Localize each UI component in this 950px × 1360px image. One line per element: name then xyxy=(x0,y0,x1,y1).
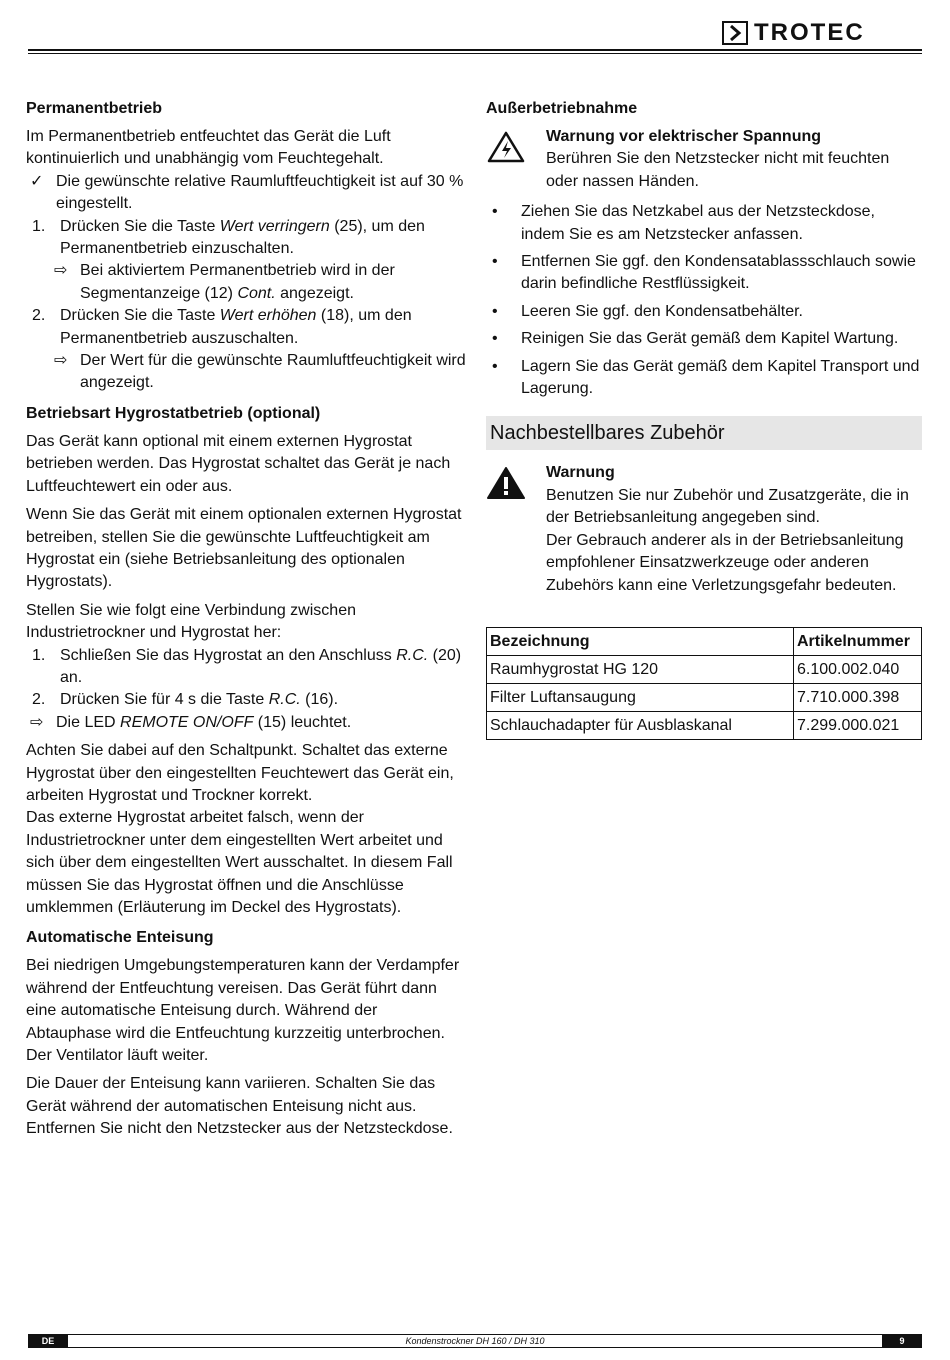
bullet-icon: • xyxy=(492,253,498,271)
table-header-row xyxy=(487,627,922,655)
checkmark-icon: ✓ xyxy=(30,172,44,190)
result-text: Der Wert für die gewünschte Raumluftfeuchtigkeit wird angezeigt. xyxy=(80,352,466,392)
table-cell: 7.299.000.021 xyxy=(794,711,922,739)
warning-title: Warnung vor elektrischer Spannung xyxy=(546,128,822,145)
table-cell: Filter Luftansaugung xyxy=(487,683,794,711)
result-item xyxy=(30,712,466,734)
table-row xyxy=(487,655,922,683)
led-name: REMOTE ON/OFF xyxy=(120,713,254,731)
section-heading-decommission: Außerbetriebnahme xyxy=(486,100,638,117)
paragraph: Stellen Sie wie folgt eine Verbindung zwischen Industrietrockner und Hygrostat her: xyxy=(26,601,356,642)
check-item xyxy=(30,171,466,216)
step-text-a: Schließen Sie das Hygrostat an den Anschluss xyxy=(60,646,397,664)
table-cell: Raumhygrostat HG 120 xyxy=(487,655,794,683)
result-text-a: Die LED xyxy=(56,713,121,731)
table-cell: Schlauchadapter für Ausblaskanal xyxy=(487,711,794,739)
table-header-cell: Bezeichnung xyxy=(487,627,794,655)
bullet-item xyxy=(486,328,922,350)
header-rule xyxy=(28,49,922,51)
warning-title: Warnung xyxy=(546,464,615,482)
paragraph: Im Permanentbetrieb entfeuchtet das Gerät die Luft kontinuierlich und unabhängig vom Feuchtegehalt. xyxy=(26,128,391,168)
table-header-cell: Artikelnummer xyxy=(794,627,922,655)
bullet-item xyxy=(486,201,922,246)
step-key-name: R.C. xyxy=(396,646,429,664)
chevron-logo-icon xyxy=(722,21,748,45)
step-key-name: R.C. xyxy=(268,691,301,709)
right-column xyxy=(486,98,922,740)
header-rule-thin xyxy=(28,53,922,54)
result-text-b: (15) leuchtet. xyxy=(253,713,352,731)
result-text-a: Bei aktiviertem Permanentbetrieb wird in der Segmentanzeige (12) xyxy=(80,262,395,302)
bullet-text: Ziehen Sie das Netzkabel aus der Netzsteckdose, indem Sie es am Netzstecker anfassen. xyxy=(521,203,875,243)
step-item xyxy=(32,689,466,711)
step-number: 2. xyxy=(32,307,46,325)
result-text xyxy=(56,712,351,734)
result-text xyxy=(80,260,466,305)
result-item xyxy=(54,350,466,395)
step-number: 1. xyxy=(32,217,46,235)
page-number: 9 xyxy=(882,1335,922,1347)
step-text xyxy=(60,645,466,690)
accessories-table xyxy=(486,627,922,740)
page-footer xyxy=(28,1334,922,1348)
step-text xyxy=(60,305,466,350)
table-row xyxy=(487,711,922,739)
step-text-b: (20) an. xyxy=(60,646,462,686)
step-text-b: (16). xyxy=(300,691,339,709)
section-heading-accessories: Nachbestellbares Zubehör xyxy=(486,416,922,450)
step-text-a: Drücken Sie die Taste xyxy=(60,307,220,325)
left-column xyxy=(26,98,466,1147)
electric-hazard-icon xyxy=(486,126,546,193)
brand-name: TROTEC xyxy=(754,19,865,46)
bullet-text: Lagern Sie das Gerät gemäß dem Kapitel Transport und Lagerung. xyxy=(521,357,920,398)
trotec-logo xyxy=(722,20,865,46)
result-item xyxy=(54,260,466,305)
bullet-icon: • xyxy=(492,302,498,320)
general-warning xyxy=(486,462,922,596)
warning-text: Benutzen Sie nur Zubehör und Zusatzgeräte, die in der Betriebsanleitung angegeben sind. xyxy=(546,486,909,527)
step-text-a: Drücken Sie die Taste xyxy=(60,217,220,235)
footer-title: Kondenstrockner DH 160 / DH 310 xyxy=(405,1336,545,1346)
check-text: Die gewünschte relative Raumluftfeuchtigkeit ist auf 30 % eingestellt. xyxy=(56,172,464,213)
result-text-b: angezeigt. xyxy=(275,284,354,302)
electrical-warning xyxy=(486,126,922,193)
bullet-item xyxy=(486,251,922,296)
language-badge: DE xyxy=(28,1335,68,1347)
paragraph: Bei niedrigen Umgebungstemperaturen kann der Verdampfer während der Entfeuchtung vereisen. Das Gerät führt dann eine automatische Enteisung durch. Während der Abtauphase wird die Entfeuchtung kurzzeitig unterbrochen. Der Ventilator läuft weiter. xyxy=(26,957,460,1065)
step-key-name: Wert verringern xyxy=(219,217,330,235)
step-number: 2. xyxy=(32,691,46,709)
bullet-item xyxy=(486,301,922,323)
table-cell: 7.710.000.398 xyxy=(794,683,922,711)
step-item xyxy=(32,645,466,690)
step-number: 1. xyxy=(32,646,46,664)
step-text xyxy=(60,216,466,261)
table-cell: 6.100.002.040 xyxy=(794,655,922,683)
paragraph: Achten Sie dabei auf den Schaltpunkt. Schaltet das externe Hygrostat über den eingestellten Feuchtewert das Gerät ein, arbeiten Hygrostat und Trockner korrekt. xyxy=(26,742,454,804)
paragraph: Das Gerät kann optional mit einem externen Hygrostat betrieben werden. Das Hygrostat schaltet das Gerät je nach Luftfeuchtewert ein oder aus. xyxy=(26,432,451,495)
arrow-right-icon: ⇨ xyxy=(54,262,68,280)
section-heading-hygrostat: Betriebsart Hygrostatbetrieb (optional) xyxy=(26,404,321,422)
step-item xyxy=(32,216,466,261)
warning-text: Berühren Sie den Netzstecker nicht mit feuchten oder nassen Händen. xyxy=(546,150,890,190)
result-display-value: Cont. xyxy=(237,284,276,302)
paragraph: Das externe Hygrostat arbeitet falsch, wenn der Industrietrockner unter dem eingestellten Wert arbeitet und sich über dem eingestellten Wert ausschaltet. In diesem Fall müssen Sie das Hygrostat öffnen und die Anschlüsse umklemmen (Erläuterung im Deckel des Hygrostats). xyxy=(26,809,453,916)
warning-icon xyxy=(486,462,546,596)
step-text xyxy=(60,689,338,711)
warning-text: Der Gebrauch anderer als in der Betriebsanleitung empfohlener Einsatzwerkzeuge oder anderen Zubehörs kann eine Verletzungsgefahr bedeuten. xyxy=(546,531,904,594)
arrow-right-icon: ⇨ xyxy=(30,713,44,731)
bullet-item xyxy=(486,356,922,401)
bullet-icon: • xyxy=(492,203,498,221)
arrow-right-icon: ⇨ xyxy=(54,352,68,370)
section-heading-permanent: Permanentbetrieb xyxy=(26,100,163,117)
step-item xyxy=(32,305,466,350)
bullet-text: Leeren Sie ggf. den Kondensatbehälter. xyxy=(521,302,803,320)
table-row xyxy=(487,683,922,711)
bullet-icon: • xyxy=(492,357,498,375)
bullet-text: Entfernen Sie ggf. den Kondensatablassschlauch sowie darin befindliche Restflüssigkeit. xyxy=(521,253,916,293)
bullet-icon: • xyxy=(492,330,498,348)
step-text-a: Drücken Sie für 4 s die Taste xyxy=(60,691,269,709)
bullet-text: Reinigen Sie das Gerät gemäß dem Kapitel Wartung. xyxy=(521,330,899,348)
step-key-name: Wert erhöhen xyxy=(219,307,317,325)
paragraph: Die Dauer der Enteisung kann variieren. Schalten Sie das Gerät während der automatischen Enteisung nicht aus. Entfernen Sie nicht den Netzstecker aus der Netzsteckdose. xyxy=(26,1075,453,1138)
step-text-b: (25), um den Permanentbetrieb einzuschalten. xyxy=(60,217,425,258)
section-heading-defrost: Automatische Enteisung xyxy=(26,929,214,947)
step-text-b: (18), um den Permanentbetrieb auszuschalten. xyxy=(60,307,412,347)
paragraph: Wenn Sie das Gerät mit einem optionalen externen Hygrostat betreiben, stellen Sie die gewünschte Luftfeuchtigkeit am Hygrostat ein (siehe Betriebsanleitung des optionalen Hygrostats). xyxy=(26,506,462,591)
